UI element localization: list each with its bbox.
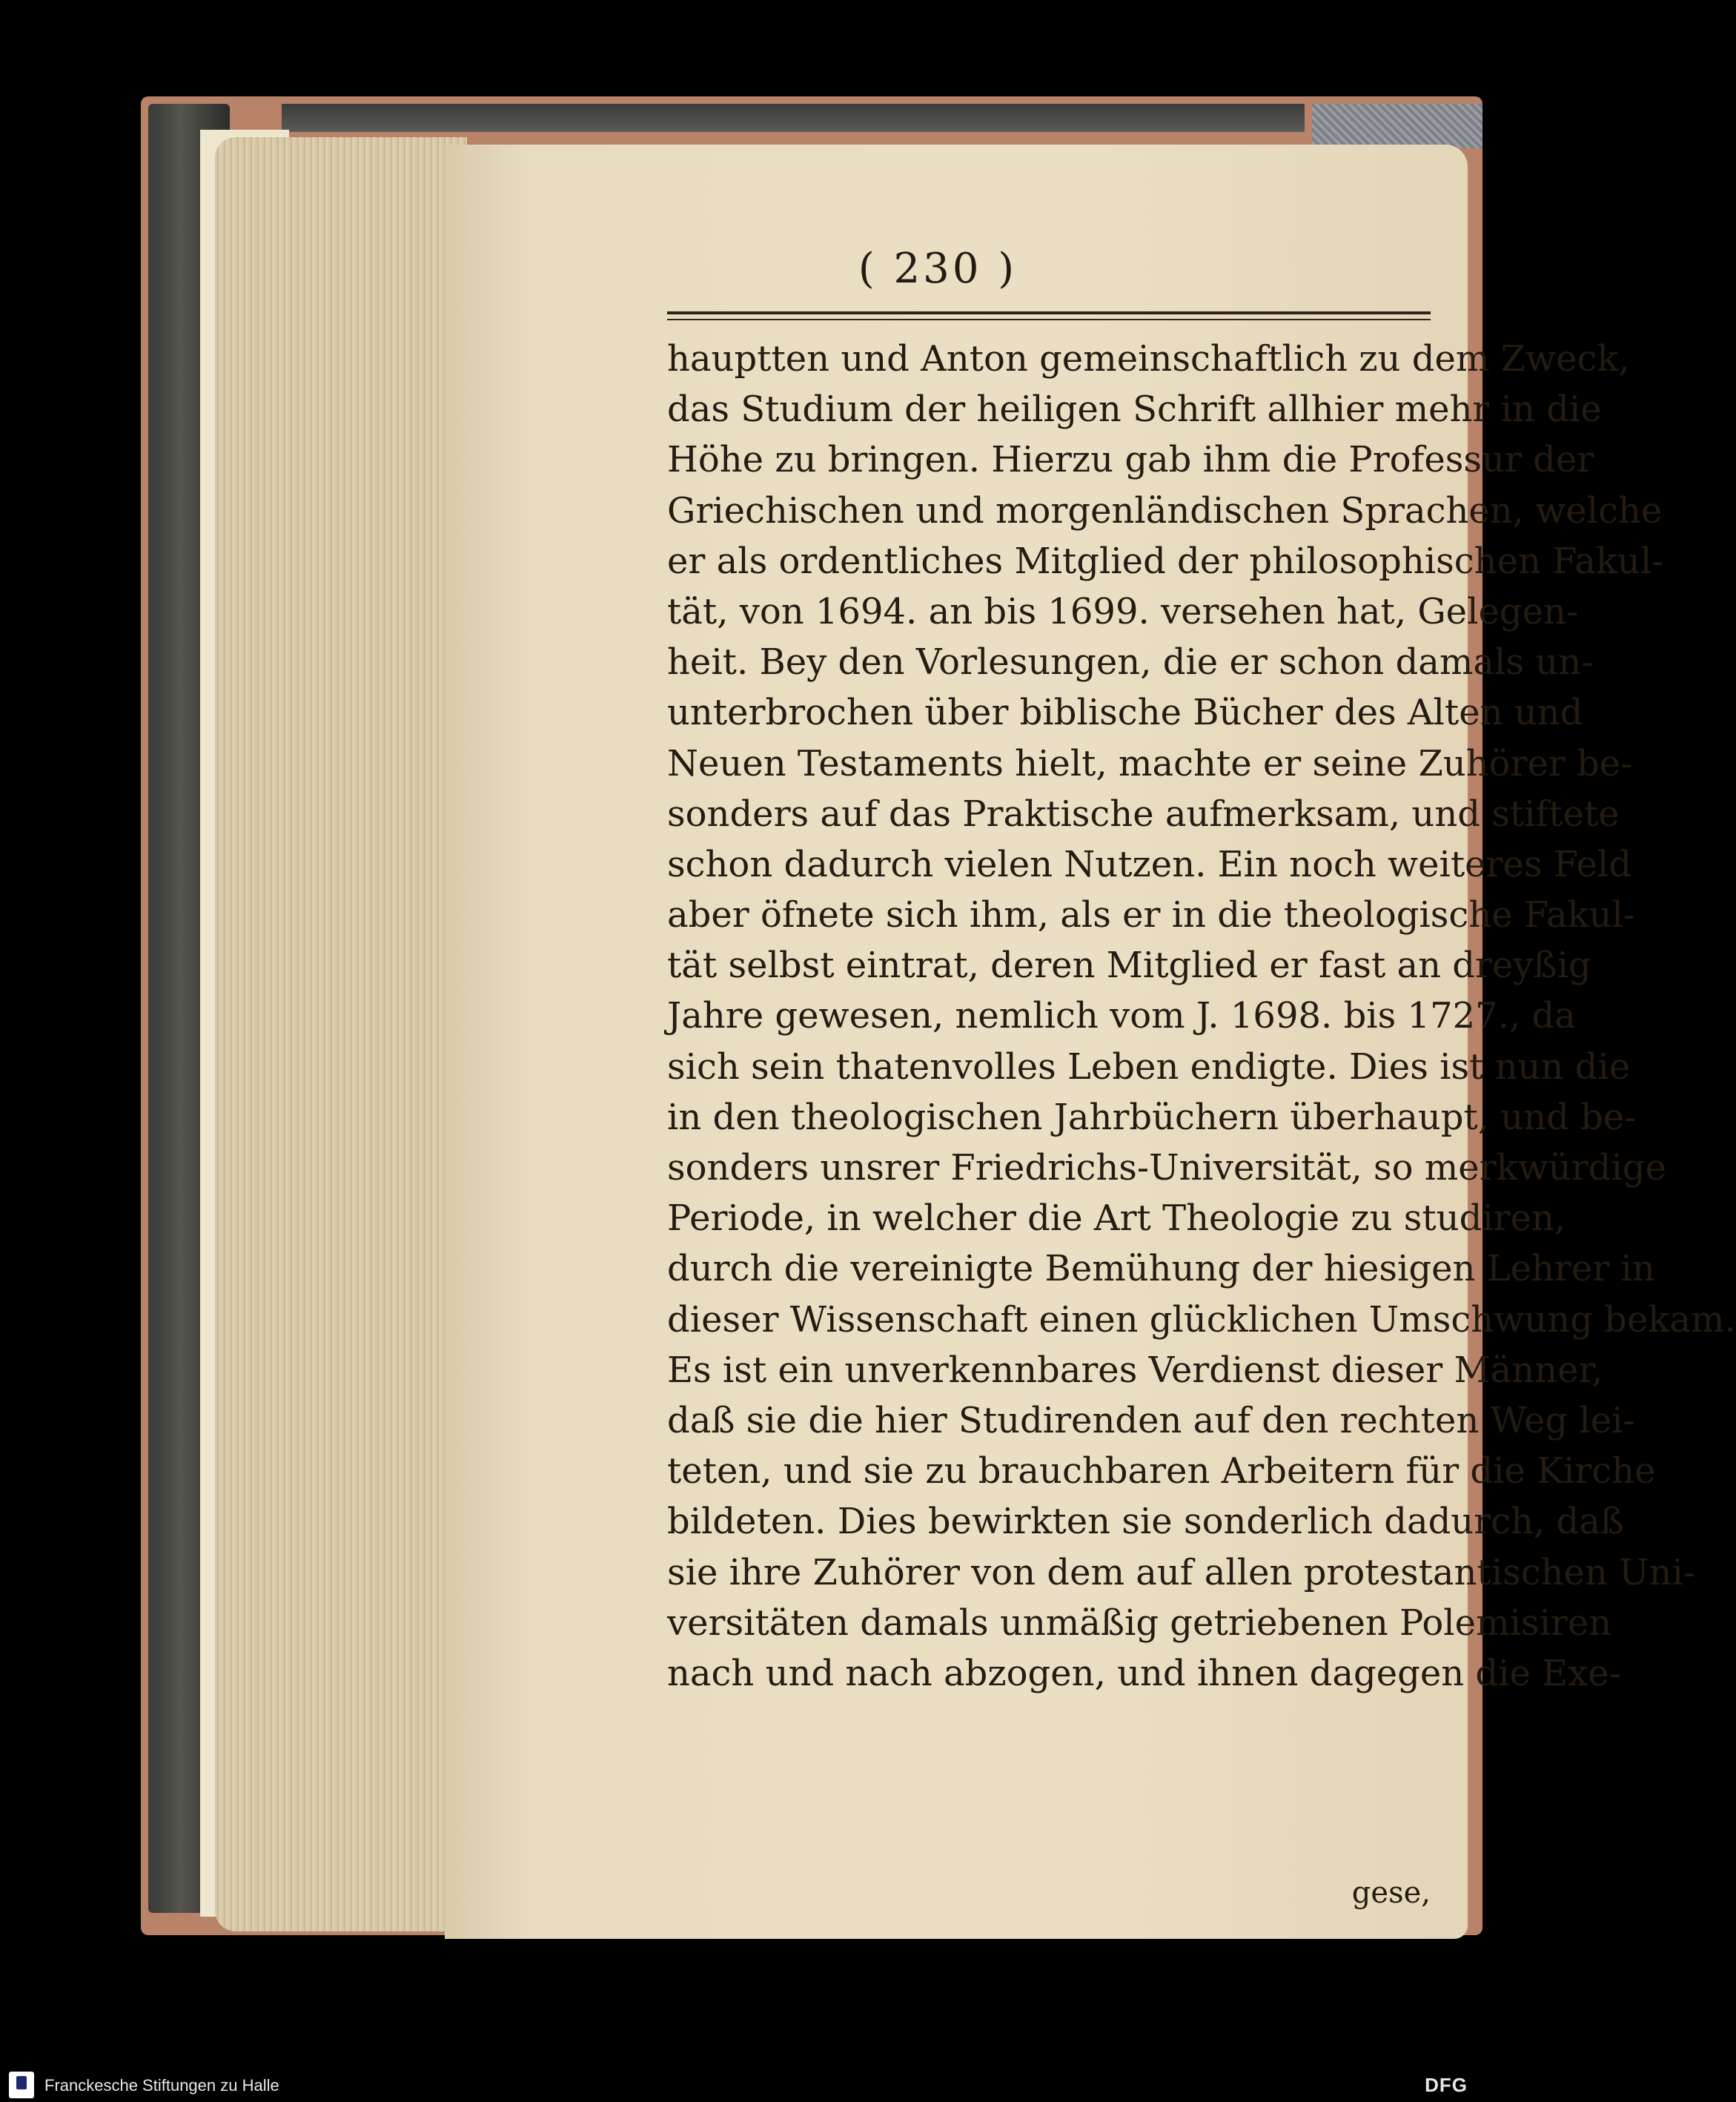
text-line: Höhe zu bringen. Hierzu gab ihm die Professur der: [667, 439, 1594, 481]
text-line: Neuen Testaments hielt, machte er seine Zuhörer be-: [667, 742, 1633, 784]
text-lines: [667, 334, 1736, 1699]
text-line: durch die vereinigte Bemühung der hiesigen Lehrer in: [667, 1248, 1655, 1290]
text-line: sonders unsrer Friedrichs-Universität, so merkwürdige: [667, 1147, 1666, 1189]
footer-institution: Franckesche Stiftungen zu Halle: [44, 2076, 279, 2095]
cloth-binding: [1312, 104, 1482, 148]
text-line: daß sie die hier Studirenden auf den rechten Weg lei-: [667, 1399, 1635, 1441]
text-line: unterbrochen über biblische Bücher des Alten und: [667, 692, 1583, 734]
page-edges: [215, 137, 467, 1931]
text-line: sonders auf das Praktische aufmerksam, und stiftete: [667, 793, 1620, 835]
text-line: sie ihre Zuhörer von dem auf allen protestantischen Uni-: [667, 1551, 1696, 1593]
text-line: aber öfnete sich ihm, als er in die theologische Fakul-: [667, 894, 1636, 936]
header-rule: [667, 311, 1431, 314]
text-line: bildeten. Dies bewirkten sie sonderlich dadurch, daß: [667, 1501, 1624, 1543]
text-line: in den theologischen Jahrbüchern überhaupt, und be-: [667, 1096, 1637, 1138]
text-line: hauptten und Anton gemeinschaftlich zu dem Zweck,: [667, 338, 1630, 380]
catchword: gese,: [1351, 1876, 1431, 1910]
institution-logo-icon: [9, 2072, 34, 2098]
page-number: ( 230 ): [858, 245, 1018, 293]
text-line: er als ordentliches Mitglied der philosophischen Fakul-: [667, 540, 1664, 582]
text-line: das Studium der heiligen Schrift allhier mehr in die: [667, 389, 1602, 431]
text-line: versitäten damals unmäßig getriebenen Polemisiren: [667, 1602, 1612, 1644]
footer-bar: [0, 2069, 1482, 2102]
text-line: dieser Wissenschaft einen glücklichen Umschwung bekam.: [667, 1298, 1736, 1341]
text-line: sich sein thatenvolles Leben endigte. Dies ist nun die: [667, 1045, 1631, 1088]
text-line: schon dadurch vielen Nutzen. Ein noch weiteres Feld: [667, 843, 1631, 885]
text-line: heit. Bey den Vorlesungen, die er schon damals un-: [667, 641, 1594, 684]
text-line: tät selbst eintrat, deren Mitglied er fast an dreyßig: [667, 945, 1591, 987]
text-line: Periode, in welcher die Art Theologie zu studiren,: [667, 1197, 1566, 1240]
text-line: Griechischen und morgenländischen Sprachen, welche: [667, 489, 1663, 532]
text-line: teten, und sie zu brauchbaren Arbeitern für die Kirche: [667, 1450, 1656, 1493]
header-rule-thin: [667, 319, 1431, 320]
dfg-logo: DFG: [1425, 2074, 1468, 2096]
text-line: nach und nach abzogen, und ihnen dagegen die Exe-: [667, 1652, 1621, 1694]
text-line: Jahre gewesen, nemlich vom J. 1698. bis 1727., da: [667, 995, 1576, 1037]
cover-top-edge: [282, 104, 1305, 132]
text-line: Es ist ein unverkennbares Verdienst dieser Männer,: [667, 1349, 1603, 1391]
text-line: tät, von 1694. an bis 1699. versehen hat, Gelegen-: [667, 590, 1579, 632]
